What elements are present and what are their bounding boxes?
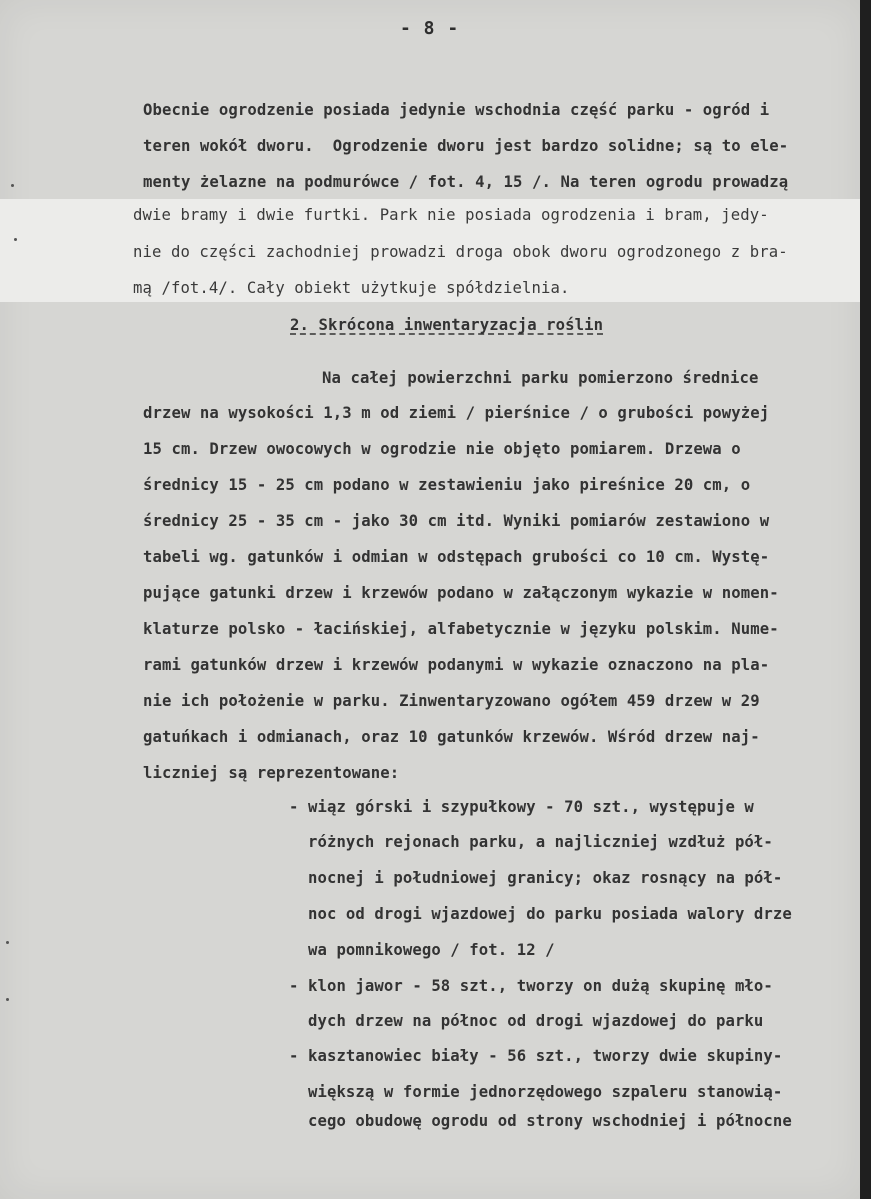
margin-speck — [14, 238, 17, 241]
list-item: cego obudowę ogrodu od strony wschodniej i północne — [289, 1112, 792, 1130]
text-line: rami gatunków drzew i krzewów podanymi w wykazie oznaczono na pla- — [143, 656, 770, 674]
list-item: dych drzew na północ od drogi wjazdowej do parku — [289, 1012, 764, 1030]
text-line: Na całej powierzchni parku pomierzono średnice — [322, 369, 759, 387]
text-line: drzew na wysokości 1,3 m od ziemi / pierśnice / o grubości powyżej — [143, 404, 770, 422]
text-line: średnicy 15 - 25 cm podano w zestawieniu jako pireśnice 20 cm, o — [143, 476, 751, 494]
list-item: różnych rejonach parku, a najliczniej wzdłuż pół- — [289, 833, 773, 851]
list-item: - klon jawor - 58 szt., tworzy on dużą skupinę mło- — [289, 977, 773, 995]
list-item: - kasztanowiec biały - 56 szt., tworzy dwie skupiny- — [289, 1047, 783, 1065]
text-line: nie ich położenie w parku. Zinwentaryzowano ogółem 459 drzew w 29 — [143, 692, 760, 710]
list-item: wa pomnikowego / fot. 12 / — [289, 941, 555, 959]
text-line: liczniej są reprezentowane: — [143, 764, 400, 782]
text-line: mą /fot.4/. Cały obiekt użytkuje spółdzielnia. — [133, 279, 570, 297]
list-item: noc od drogi wjazdowej do parku posiada walory drze — [289, 905, 792, 923]
text-line: pujące gatunki drzew i krzewów podano w załączonym wykazie w nomen- — [143, 584, 779, 602]
text-line: gatuńkach i odmianach, oraz 10 gatunków krzewów. Wśród drzew naj- — [143, 728, 760, 746]
scan-edge — [860, 0, 871, 1199]
margin-speck — [6, 941, 9, 944]
margin-speck — [6, 998, 9, 1001]
text-line: średnicy 25 - 35 cm - jako 30 cm itd. Wyniki pomiarów zestawiono w — [143, 512, 770, 530]
list-item: nocnej i południowej granicy; okaz rosnący na pół- — [289, 869, 783, 887]
text-line: tabeli wg. gatunków i odmian w odstępach grubości co 10 cm. Wystę- — [143, 548, 770, 566]
text-line: menty żelazne na podmurówce / fot. 4, 15 /. Na teren ogrodu prowadzą — [143, 173, 789, 191]
list-item: większą w formie jednorzędowego szpaleru stanowią- — [289, 1083, 783, 1101]
text-line: dwie bramy i dwie furtki. Park nie posiada ogrodzenia i bram, jedy- — [133, 206, 769, 224]
page-number: - 8 - — [400, 18, 460, 39]
margin-speck — [11, 184, 14, 187]
text-line: klaturze polsko - łacińskiej, alfabetycznie w języku polskim. Nume- — [143, 620, 779, 638]
list-item: - wiąz górski i szypułkowy - 70 szt., występuje w — [289, 798, 754, 816]
section-heading: 2. Skrócona inwentaryzacja roślin — [290, 316, 604, 334]
text-line: nie do części zachodniej prowadzi droga obok dworu ogrodzonego z bra- — [133, 243, 788, 261]
text-line: 15 cm. Drzew owocowych w ogrodzie nie objęto pomiarem. Drzewa o — [143, 440, 741, 458]
text-line: Obecnie ogrodzenie posiada jedynie wschodnia część parku - ogród i — [143, 101, 770, 119]
text-line: teren wokół dworu. Ogrodzenie dworu jest bardzo solidne; są to ele- — [143, 137, 789, 155]
